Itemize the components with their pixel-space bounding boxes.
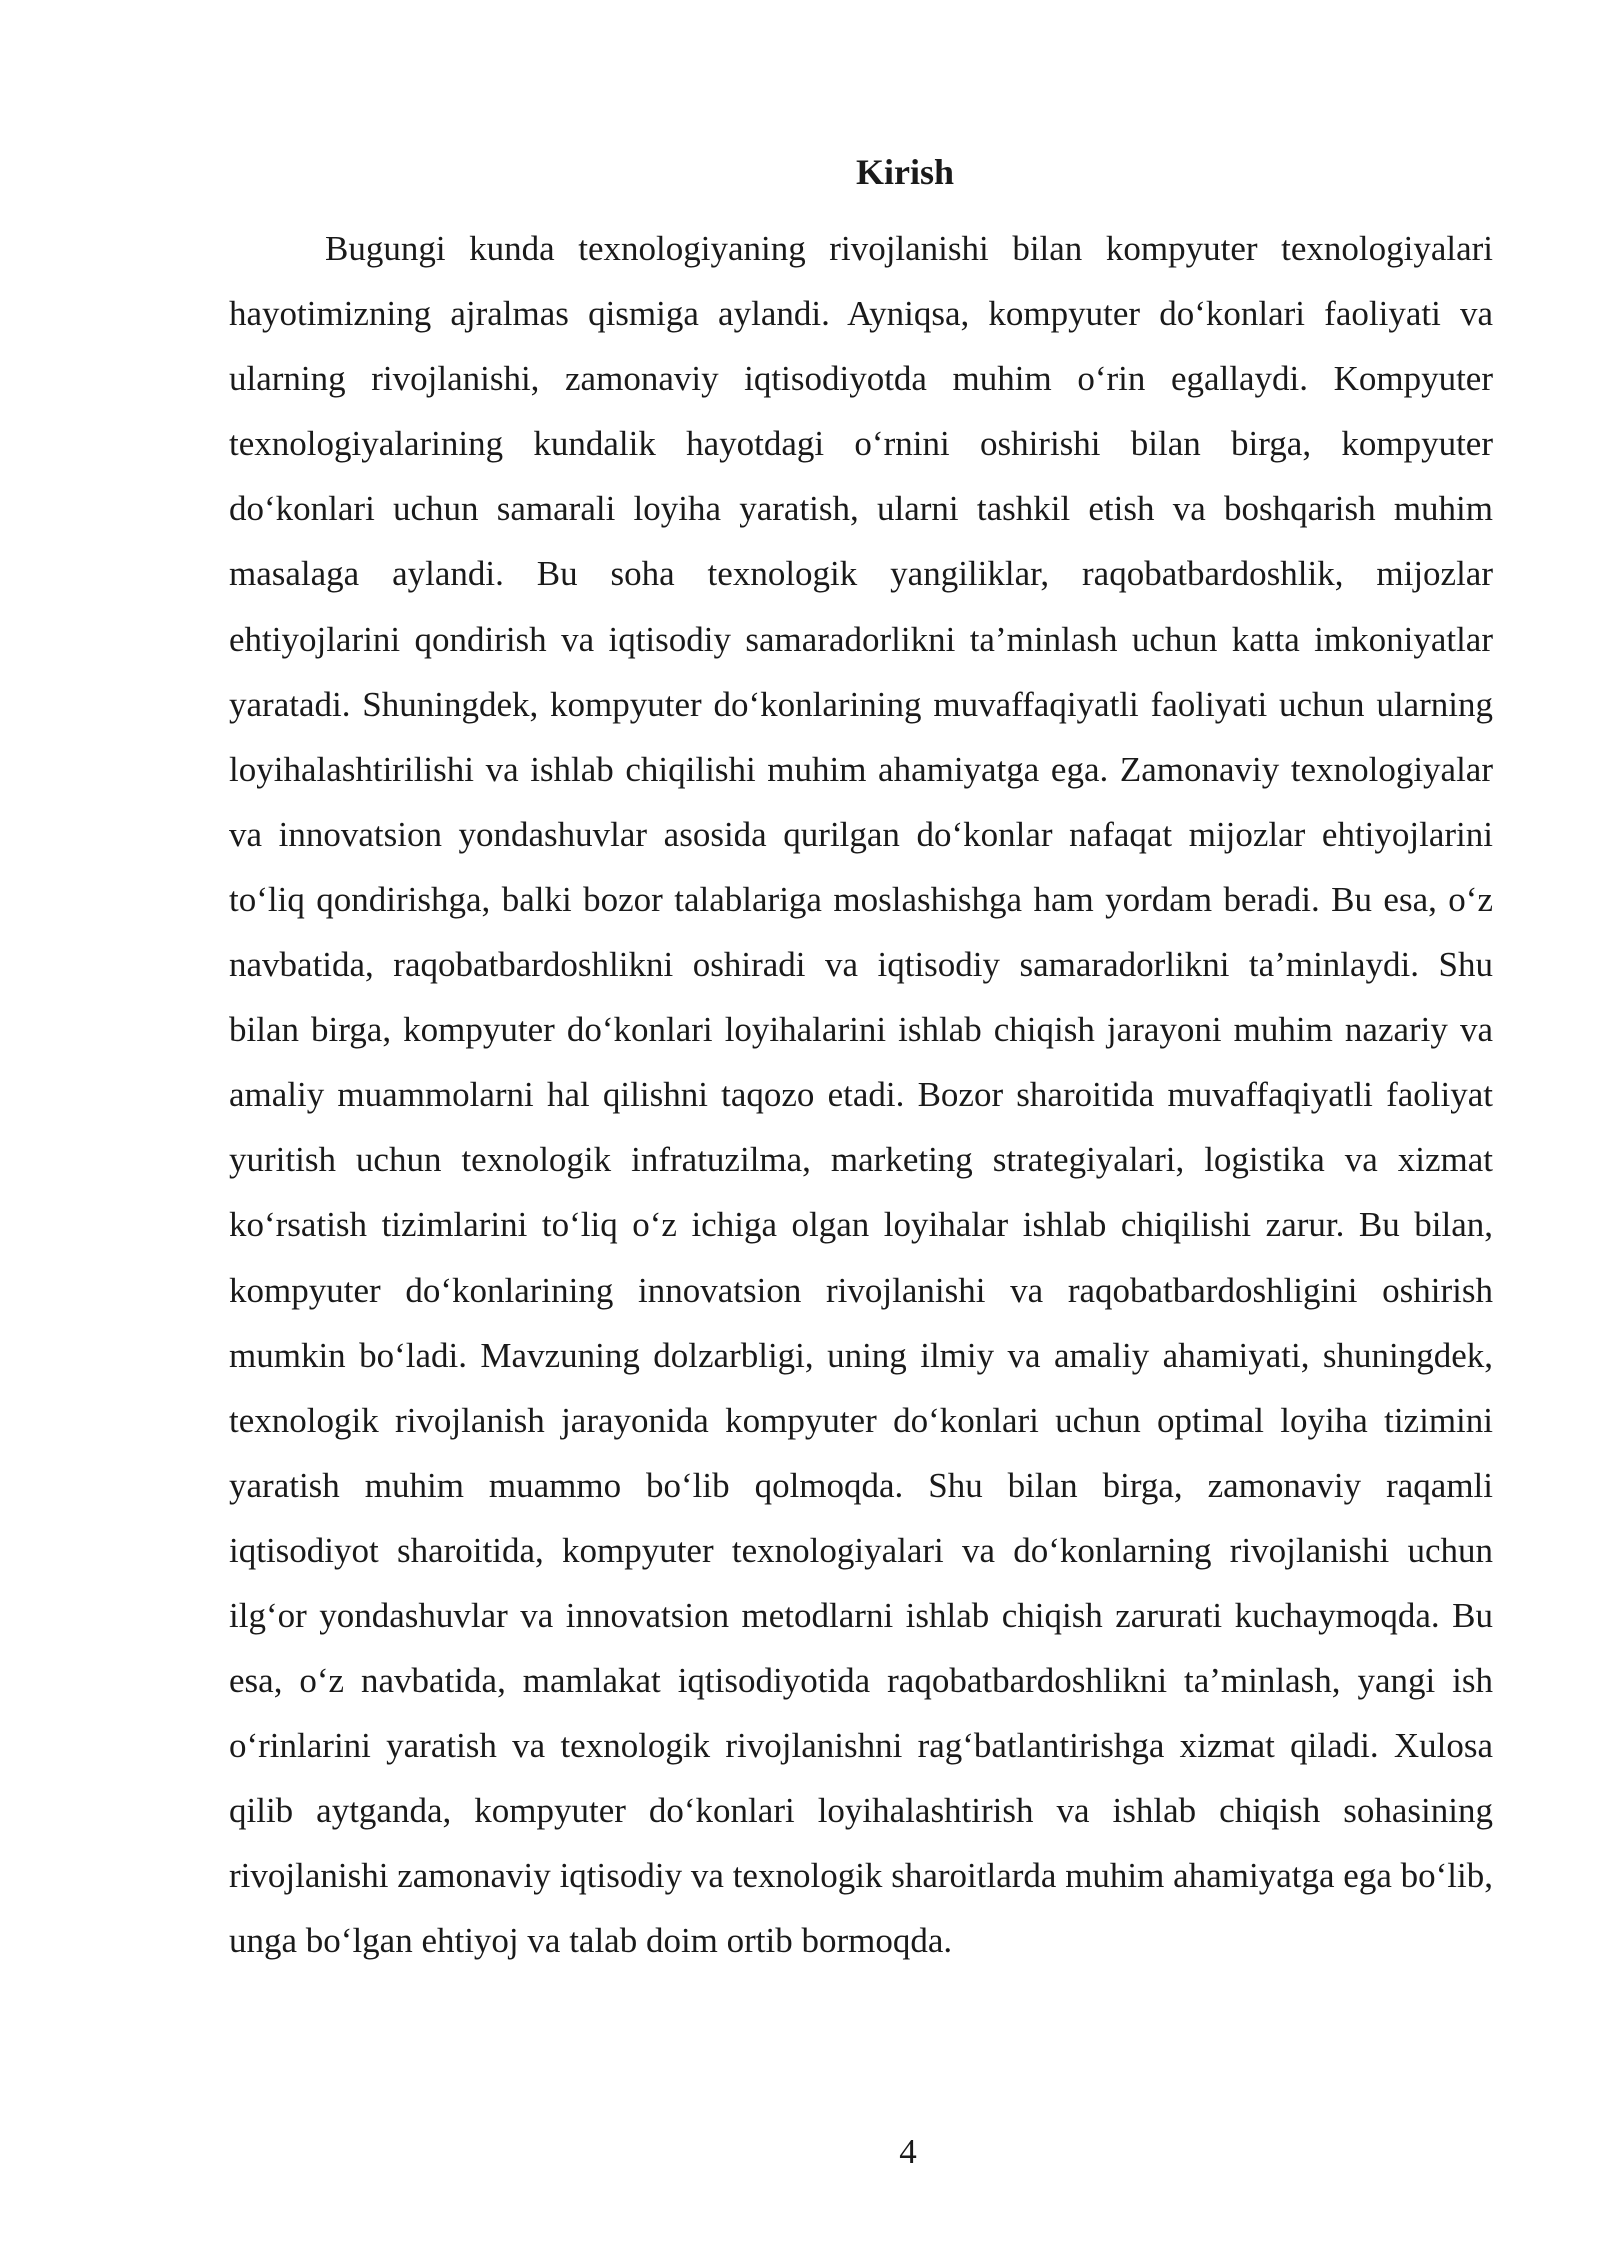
page-title: Kirish [855, 152, 954, 192]
body-paragraph: Bugungi kunda texnologiyaning rivojlanishi bilan kompyuter texnologiyalari hayotimizning ajralmas qismiga aylandi. Ayniqsa, kompyuter do‘konlari faoliyati va ularning rivojlanishi, zamonaviy iqtisodiyotda muhim o‘rin egallaydi. Kompyuter texnologiyalarining kundalik hayotdagi o‘rnini oshirishi bilan birga, kompyuter do‘konlari uchun samarali loyiha yaratish, ularni tashkil etish va boshqarish muhim masalaga aylandi. Bu soha texnologik yangiliklar, raqobatbardoshlik, mijozlar ehtiyojlarini qondirish va iqtisodiy samaradorlikni ta’minlash uchun katta imkoniyatlar yaratadi. Shuningdek, kompyuter do‘konlarining muvaffaqiyatli faoliyati uchun ularning loyihalashtirilishi va ishlab chiqilishi muhim ahamiyatga ega. Zamonaviy texnologiyalar va innovatsion yondashuvlar asosida qurilgan do‘konlar nafaqat mijozlar ehtiyojlarini to‘liq qondirishga, balki bozor talablariga moslashishga ham yordam beradi. Bu esa, o‘z navbatida, raqobatbardoshlikni oshiradi va iqtisodiy samaradorlikni ta’minlaydi. Shu bilan birga, kompyuter do‘konlari loyihalarini ishlab chiqish jarayoni muhim nazariy va amaliy muammolarni hal qilishni taqozo etadi. Bozor sharoitida muvaffaqiyatli faoliyat yuritish uchun texnologik infratuzilma, marketing strategiyalari, logistika va xizmat ko‘rsatish tizimlarini to‘liq o‘z ichiga olgan loyihalar ishlab chiqilishi zarur. Bu bilan, kompyuter do‘konlarining innovatsion rivojlanishi va raqobatbardoshligini oshirish mumkin bo‘ladi. Mavzuning dolzarbligi, uning ilmiy va amaliy ahamiyati, shuningdek, texnologik rivojlanish jarayonida kompyuter do‘konlari uchun optimal loyiha tizimini yaratish muhim muammo bo‘lib qolmoqda. Shu bilan birga, zamonaviy raqamli iqtisodiyot sharoitida, kompyuter texnologiyalari va do‘konlarning rivojlanishi uchun ilg‘or yondashuvlar va innovatsion metodlarni ishlab chiqish zarurati kuchaymoqda. Bu esa, o‘z navbatida, mamlakat iqtisodiyotida raqobatbardoshlikni ta’minlash, yangi ish o‘rinlarini yaratish va texnologik rivojlanishni rag‘batlantirishga xizmat qiladi. Xulosa qilib aytganda, kompyuter do‘konlari loyihalashtirish va ishlab chiqish sohasining rivojlanishi zamonaviy iqtisodiy va texnologik sharoitlarda muhim ahamiyatga ega bo‘lib, unga bo‘lgan ehtiyoj va talab doim ortib bormoqda. [229, 229, 1493, 1961]
page-number: 4 [899, 2132, 917, 2171]
